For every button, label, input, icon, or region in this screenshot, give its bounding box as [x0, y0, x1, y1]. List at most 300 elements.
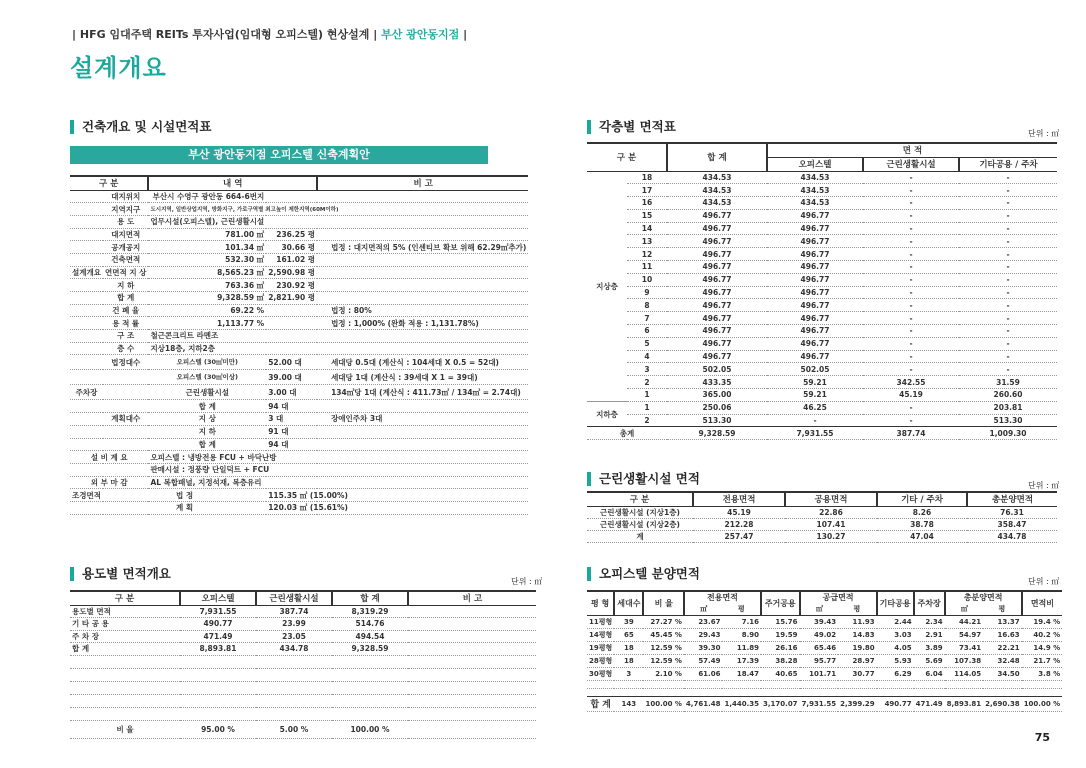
table-cell: 2: [627, 414, 667, 427]
table-cell: [70, 413, 103, 426]
table-cell: [70, 342, 103, 355]
table-cell: -: [863, 350, 959, 363]
table-cell: -: [863, 209, 959, 222]
table-cell: [70, 330, 103, 343]
table-cell: -: [959, 209, 1057, 222]
floors-unit: 단위 : ㎡: [1028, 129, 1060, 138]
table-cell: 39.00 대: [266, 370, 317, 385]
table-cell: [70, 400, 103, 413]
table-cell: [317, 215, 528, 228]
table-cell: 도시지역, 일반상업지역, 방화지구, 가로구역별 최고높이 제한지역(60M이하): [148, 203, 528, 216]
table-cell: 16.63: [983, 628, 1022, 641]
table-cell: [70, 190, 103, 203]
table-cell: 3.00 대: [266, 385, 317, 400]
table-cell: [70, 370, 103, 385]
section-title-building: 건축개요 및 시설면적표: [70, 120, 211, 134]
table-cell: [317, 425, 528, 438]
table-cell: 3.03: [877, 628, 914, 641]
table-cell: 91 대: [266, 425, 317, 438]
table-cell: 496.77: [667, 209, 767, 222]
table-row: [70, 476, 528, 489]
table-cell: 11.93: [838, 615, 877, 628]
table-cell: [317, 292, 528, 305]
table-cell: 26.16: [761, 641, 800, 654]
table-cell: -: [959, 325, 1057, 338]
table-row: [587, 696, 1062, 711]
section-title-floors: 각층별 면적표: [587, 120, 676, 134]
project-title: HFG 임대주택 REITs 투자사업(임대형 오피스텔) 현상설계: [79, 28, 370, 41]
table-cell: 65.46: [800, 641, 839, 654]
table-cell: 2.91: [914, 628, 945, 641]
table-cell: 115.35 ㎡ (15.00%): [266, 489, 528, 502]
bldg-header-detail: 내 역: [148, 176, 317, 190]
table-cell: 12: [627, 248, 667, 261]
table-cell: 107.41: [785, 518, 877, 530]
table-cell: 32.48: [983, 654, 1022, 667]
table-cell: 계 획: [103, 501, 266, 514]
table-cell: 11: [627, 261, 667, 274]
table-cell: 3: [627, 363, 667, 376]
table-row: [70, 330, 528, 343]
table-cell: 532.30 ㎡: [148, 253, 266, 266]
ot-header-supply: 공급면적: [800, 591, 877, 603]
table-cell: [70, 279, 103, 292]
table-cell: 8: [627, 299, 667, 312]
table-cell: 496.77: [667, 235, 767, 248]
ot-sub-5: 평: [998, 604, 1006, 613]
table-cell: 8.90: [722, 628, 761, 641]
table-row: [70, 425, 528, 438]
table-cell: 94 대: [266, 438, 317, 451]
table-cell: 법정 : 대지면적의 5% (인센티브 확보 위해 62.29㎡추가): [317, 241, 528, 254]
table-cell: 100.00 %: [643, 696, 683, 711]
table-cell: 34.50: [983, 667, 1022, 680]
section-title-usage: 용도별 면적개요: [70, 567, 171, 581]
table-cell: [317, 438, 528, 451]
table-cell: 2,690.38: [983, 696, 1022, 711]
page-number: 75: [1034, 731, 1050, 744]
table-cell: 23.67: [684, 615, 723, 628]
table-cell: 101.34 ㎡: [148, 241, 266, 254]
table-row: [70, 266, 528, 279]
table-cell: [70, 501, 103, 514]
table-cell: 19평형: [587, 641, 614, 654]
table-cell: 471.49: [180, 630, 256, 643]
table-cell: [70, 241, 103, 254]
table-cell: 9,328.59 ㎡: [148, 292, 266, 305]
table-cell: 기 타 공 용: [70, 618, 180, 631]
table-cell: 3,170.07: [761, 696, 800, 711]
officetel-unit: 단위 : ㎡: [1028, 577, 1060, 586]
ot-sub-2: ㎡: [800, 603, 839, 615]
table-cell: -: [863, 299, 959, 312]
table-cell: 5.69: [914, 654, 945, 667]
table-cell: 7,931.55: [180, 605, 256, 618]
ot-header-area-ratio: 면적비: [1022, 591, 1062, 615]
table-cell: [70, 304, 103, 317]
table-cell: 114.05: [945, 667, 984, 680]
ot-sub-0: ㎡: [684, 603, 723, 615]
table-cell: [266, 215, 317, 228]
table-cell: 46.25: [767, 401, 863, 414]
table-cell: 5.93: [877, 654, 914, 667]
site-name: 부산 광안동지점: [381, 28, 460, 41]
table-cell: 95.00 %: [180, 720, 256, 738]
table-row: [587, 286, 1057, 299]
table-cell: -: [959, 337, 1057, 350]
building-banner: 부산 광안동지점 오피스텔 신축계획안: [70, 146, 488, 164]
table-cell: 5: [627, 337, 667, 350]
table-cell: 502.05: [667, 363, 767, 376]
table-cell: 14.9 %: [1022, 641, 1062, 654]
table-cell: 143: [614, 696, 643, 711]
table-cell: 49.02: [800, 628, 839, 641]
table-row: [70, 317, 528, 330]
table-cell: 1: [627, 389, 667, 402]
retail-header-4: 총분양면적: [967, 492, 1057, 506]
ot-header-units: 세대수: [614, 591, 643, 615]
table-row: [587, 414, 1057, 427]
table-cell: 18.47: [722, 667, 761, 680]
floors-header-category: 구 분: [587, 143, 667, 171]
table-row: [587, 518, 1057, 530]
table-cell: 27.27 %: [643, 615, 683, 628]
table-cell: 30.66 평: [266, 241, 317, 254]
table-cell: -: [959, 299, 1057, 312]
table-cell: 496.77: [767, 337, 863, 350]
table-cell: 61.06: [684, 667, 723, 680]
table-cell: 계: [587, 530, 693, 542]
table-cell: -: [959, 261, 1057, 274]
table-row: [587, 350, 1057, 363]
table-cell: [70, 317, 103, 330]
table-cell: 496.77: [667, 248, 767, 261]
table-row: [587, 615, 1062, 628]
table-cell: 외 부 마 감: [70, 476, 148, 489]
table-row: [70, 630, 536, 643]
table-row: [587, 171, 1057, 184]
table-cell: 17.39: [722, 654, 761, 667]
table-cell: 29.43: [684, 628, 723, 641]
table-cell: 496.77: [667, 222, 767, 235]
table-cell: 22.86: [785, 506, 877, 518]
table-row: [587, 184, 1057, 197]
ot-header-total-sale: 총분양면적: [945, 591, 1022, 603]
table-row: [587, 628, 1062, 641]
table-cell: 95.77: [800, 654, 839, 667]
retail-header-3: 기타 / 주차: [877, 492, 967, 506]
table-cell: 합 계: [148, 438, 266, 451]
table-cell: 434.53: [667, 197, 767, 210]
table-cell: [408, 630, 536, 643]
table-cell: -: [767, 414, 863, 427]
table-cell: -: [863, 325, 959, 338]
table-cell: 387.74: [863, 427, 959, 440]
retail-header-0: 구 분: [587, 492, 693, 506]
retail-header-2: 공용면적: [785, 492, 877, 506]
table-cell: 근린생활시설: [148, 385, 266, 400]
table-cell: 496.77: [767, 350, 863, 363]
ot-header-residential-common: 주거공용: [761, 591, 800, 615]
table-cell: 496.77: [667, 312, 767, 325]
table-cell: 8,893.81: [180, 643, 256, 656]
table-row: [70, 668, 536, 681]
table-cell: -: [863, 222, 959, 235]
table-cell: 1: [627, 401, 667, 414]
table-cell: 496.77: [767, 273, 863, 286]
table-cell: [317, 400, 528, 413]
bldg-header-category: 구 분: [70, 176, 148, 190]
table-cell: [70, 253, 103, 266]
table-cell: 3 대: [266, 413, 317, 426]
floors-table: [587, 142, 1057, 440]
table-cell: 514.76: [332, 618, 408, 631]
header-line: | HFG 임대주택 REITs 투자사업(임대형 오피스텔) 현상설계 | 부산 광안동지점 |: [72, 28, 468, 41]
table-row: [587, 235, 1057, 248]
table-row: [587, 209, 1057, 222]
table-cell: 76.31: [967, 506, 1057, 518]
table-cell: -: [959, 350, 1057, 363]
table-cell: 490.77: [180, 618, 256, 631]
table-cell: 230.92 평: [266, 279, 317, 292]
retail-unit: 단위 : ㎡: [1028, 481, 1060, 490]
table-row: [587, 401, 1057, 414]
table-cell: 총계: [587, 427, 667, 440]
table-cell: 9,328.59: [332, 643, 408, 656]
table-cell: [266, 190, 317, 203]
table-cell: [266, 342, 317, 355]
table-cell: 주차장: [70, 385, 103, 400]
table-row: [70, 681, 536, 694]
table-cell: 7,931.55: [800, 696, 839, 711]
table-cell: 763.36 ㎡: [148, 279, 266, 292]
table-cell: 434.53: [667, 184, 767, 197]
table-cell: 7.16: [722, 615, 761, 628]
table-row: [70, 215, 528, 228]
table-cell: 496.77: [767, 222, 863, 235]
table-cell: 490.77: [877, 696, 914, 711]
table-cell: -: [863, 248, 959, 261]
table-cell: 건 폐 율: [103, 304, 148, 317]
table-row: [587, 273, 1057, 286]
table-cell: 세대당 0.5대 (계산식 : 104세대 X 0.5 = 52대): [317, 355, 528, 370]
table-cell: 250.06: [667, 401, 767, 414]
table-cell: 257.47: [693, 530, 785, 542]
table-cell: [103, 385, 148, 400]
table-row: [587, 222, 1057, 235]
usage-header-4: 비 고: [408, 591, 536, 605]
table-cell: 지 하: [103, 279, 148, 292]
table-cell: 434.53: [767, 171, 863, 184]
table-cell: 496.77: [667, 337, 767, 350]
table-cell: -: [863, 197, 959, 210]
table-cell: 지하층: [587, 401, 627, 427]
table-row: [587, 261, 1057, 274]
table-cell: 47.04: [877, 530, 967, 542]
table-row: [70, 400, 528, 413]
table-cell: 19.4 %: [1022, 615, 1062, 628]
table-row: [70, 385, 528, 400]
table-row: [70, 241, 528, 254]
table-cell: 판매시설 : 정풍량 단일덕트 + FCU: [148, 463, 528, 476]
table-cell: [317, 253, 528, 266]
table-cell: 설계개요: [72, 267, 101, 277]
table-cell: -: [959, 222, 1057, 235]
table-cell: 2.44: [877, 615, 914, 628]
table-cell: 496.77: [667, 350, 767, 363]
table-cell: [70, 463, 148, 476]
table-cell: 38.78: [877, 518, 967, 530]
table-cell: 434.53: [767, 184, 863, 197]
table-cell: 대지위치: [103, 190, 148, 203]
table-row: [70, 203, 528, 216]
table-cell: 496.77: [767, 325, 863, 338]
table-cell: 434.53: [767, 197, 863, 210]
section-title-officetel: 오피스텔 분양면적: [587, 567, 700, 581]
table-cell: -: [959, 171, 1057, 184]
table-cell: 3.8 %: [1022, 667, 1062, 680]
table-cell: 층 수: [103, 342, 148, 355]
table-cell: 59.21: [767, 376, 863, 389]
table-row: [587, 688, 1062, 696]
table-cell: 260.60: [959, 389, 1057, 402]
table-cell: [70, 228, 103, 241]
table-cell: 496.77: [767, 312, 863, 325]
table-cell: 부산시 수영구 광안동 664-6번지: [148, 190, 266, 203]
table-cell: 434.78: [256, 643, 332, 656]
table-row: [70, 228, 528, 241]
table-cell: 6.04: [914, 667, 945, 680]
table-cell: 11.89: [722, 641, 761, 654]
table-row: [70, 489, 528, 502]
table-cell: -: [959, 184, 1057, 197]
table-cell: 지 하: [148, 425, 266, 438]
table-cell: 513.30: [959, 414, 1057, 427]
table-cell: 365.00: [667, 389, 767, 402]
table-cell: 근린생활시설 (지상2층): [587, 518, 693, 530]
table-cell: 7: [627, 312, 667, 325]
table-cell: 법 정: [103, 489, 266, 502]
table-cell: 8.26: [877, 506, 967, 518]
table-cell: 22.21: [983, 641, 1022, 654]
table-cell: 합 계: [103, 292, 148, 305]
table-cell: -: [959, 248, 1057, 261]
table-row: [587, 197, 1057, 210]
table-cell: 장애인주차 3대: [317, 413, 528, 426]
table-cell: 19.80: [838, 641, 877, 654]
table-cell: 236.25 평: [266, 228, 317, 241]
table-row: [70, 413, 528, 426]
table-cell: 7,931.55: [767, 427, 863, 440]
table-cell: 17: [627, 184, 667, 197]
table-row: [70, 292, 528, 305]
table-row: [587, 530, 1057, 542]
table-row: [70, 655, 536, 668]
table-cell: 21.7 %: [1022, 654, 1062, 667]
table-cell: [408, 605, 536, 618]
table-cell: 14.83: [838, 628, 877, 641]
table-cell: 11평형: [587, 615, 614, 628]
table-cell: 100.00 %: [332, 720, 408, 738]
table-cell: 건축면적: [103, 253, 148, 266]
table-cell: [70, 292, 103, 305]
table-row: [70, 190, 528, 203]
table-cell: 100.00 %: [1022, 696, 1062, 711]
table-cell: -: [959, 273, 1057, 286]
table-row: [70, 304, 528, 317]
table-row: [587, 641, 1062, 654]
table-cell: 2.34: [914, 615, 945, 628]
table-cell: -: [959, 312, 1057, 325]
table-cell: 39.30: [684, 641, 723, 654]
table-cell: 496.77: [667, 286, 767, 299]
table-row: [587, 337, 1057, 350]
table-cell: 용 적 률: [103, 317, 148, 330]
table-cell: 오피스텔 (30㎡이상): [148, 370, 266, 385]
table-cell: 2,399.29: [838, 696, 877, 711]
table-cell: 3: [614, 667, 643, 680]
table-cell: 15: [627, 209, 667, 222]
table-cell: 법정 : 1,000% (완화 적용 : 1,131.78%): [317, 317, 528, 330]
table-cell: -: [863, 261, 959, 274]
table-cell: [103, 370, 148, 385]
table-cell: 39: [614, 615, 643, 628]
table-cell: 73.41: [945, 641, 984, 654]
table-cell: 8,565.23 ㎡: [148, 266, 266, 279]
table-cell: 조경면적: [72, 490, 101, 500]
table-cell: 496.77: [767, 209, 863, 222]
floors-header-common: 기타공용 / 주차: [959, 157, 1057, 171]
table-cell: 18: [614, 654, 643, 667]
table-cell: 14: [627, 222, 667, 235]
table-row: [70, 643, 536, 656]
table-cell: 496.77: [667, 299, 767, 312]
table-cell: 18: [627, 171, 667, 184]
retail-header-1: 전용면적: [693, 492, 785, 506]
table-row: [70, 694, 536, 707]
table-cell: 15.76: [761, 615, 800, 628]
table-cell: -: [959, 197, 1057, 210]
table-cell: 30평형: [587, 667, 614, 680]
table-row: [70, 253, 528, 266]
table-row: [70, 342, 528, 355]
table-cell: 지 상: [148, 413, 266, 426]
table-cell: 3.89: [914, 641, 945, 654]
table-cell: 2: [627, 376, 667, 389]
table-cell: [408, 618, 536, 631]
table-cell: 5.00 %: [256, 720, 332, 738]
table-cell: 496.77: [667, 261, 767, 274]
table-cell: 45.19: [863, 389, 959, 402]
table-cell: 지상층: [587, 171, 627, 401]
table-cell: 연면적 지 상: [104, 267, 147, 277]
table-cell: 9,328.59: [667, 427, 767, 440]
table-cell: -: [863, 363, 959, 376]
table-row: [587, 427, 1057, 440]
table-cell: 18: [614, 641, 643, 654]
table-cell: [103, 425, 148, 438]
ot-header-other-common: 기타공용: [877, 591, 914, 615]
table-cell: 16: [627, 197, 667, 210]
table-cell: 130.27: [785, 530, 877, 542]
table-cell: 433.35: [667, 376, 767, 389]
table-cell: 2,590.98 평: [268, 267, 316, 277]
table-cell: [70, 425, 103, 438]
table-cell: 59.21: [767, 389, 863, 402]
table-cell: 12.59 %: [643, 654, 683, 667]
table-cell: 23.05: [256, 630, 332, 643]
table-cell: [70, 355, 103, 370]
